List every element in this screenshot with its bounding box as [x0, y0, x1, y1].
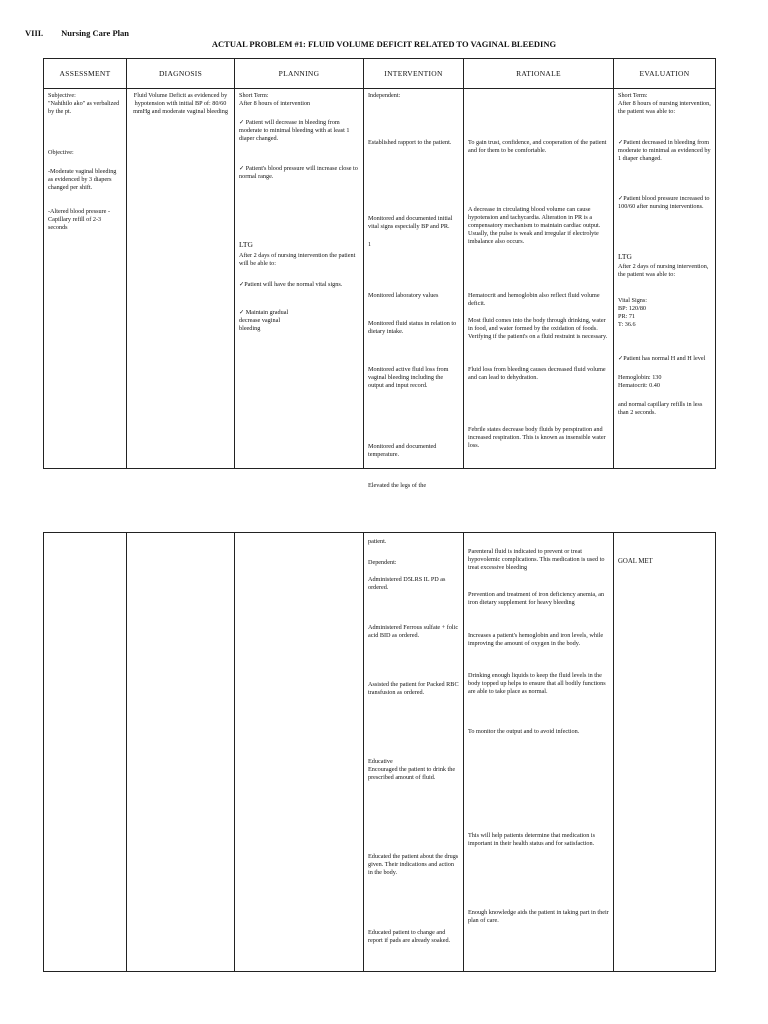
rationale-cell	[464, 89, 614, 469]
vital-sign-pr: PR: 71	[618, 313, 636, 320]
rationale-item: Hematocrit and hemoglobin also reflect fluid volume deficit.	[468, 292, 600, 308]
rationale-item: Drinking enough liquids to keep the fluid levels in the body topped up helps to ensure that all bodily functions are able to take place as normal.	[468, 672, 606, 696]
diagnosis-cell	[127, 89, 235, 469]
col-header-diagnosis: DIAGNOSIS	[127, 59, 235, 89]
checkmark-icon: ✓	[239, 309, 245, 316]
nursing-diagnosis: Fluid Volume Deficit as evidenced by hypotension with initial BP of: 80/60 mmHg and moderate vaginal bleeding	[133, 92, 228, 116]
col-header-assessment: ASSESSMENT	[44, 59, 127, 89]
goal-met-label: GOAL MET	[618, 558, 653, 565]
assessment-cell	[44, 533, 127, 972]
planning-cell	[235, 533, 364, 972]
hemoglobin-value: Hemoglobin: 130	[618, 374, 662, 381]
evaluation-cell	[614, 533, 716, 972]
checkmark-icon: ✓	[618, 355, 624, 362]
intervention-item: Monitored active fluid loss from vaginal bleeding including the output and input record.	[368, 366, 449, 390]
vital-sign-temp: T: 36.6	[618, 321, 636, 328]
dependent-label: Dependent:	[368, 559, 397, 566]
assessment-cell	[44, 89, 127, 469]
educative-item: Encouraged the patient to drink the prescribed amount of fluid.	[368, 766, 456, 782]
intervention-item: Established rapport to the patient.	[368, 139, 452, 146]
subjective-text: "Nahihilo ako" as verbalized by the pt.	[48, 100, 120, 116]
care-plan-row	[44, 89, 716, 469]
ltg-label: LTG	[239, 240, 253, 249]
evaluation-result: ✓Patient decreased in bleeding from moderate to minimal as evidenced by 1 diaper changed.	[618, 139, 711, 163]
intervention-item: Monitored and documented temperature.	[368, 443, 437, 459]
vital-signs-label: Vital Signs:	[618, 297, 648, 304]
planning-cell	[235, 89, 364, 469]
checkmark-icon: ✓	[239, 119, 245, 126]
rationale-item: To gain trust, confidence, and cooperation of the patient and for them to be comfortable.	[468, 139, 607, 155]
column-header-row	[44, 59, 716, 89]
independent-label: Independent:	[368, 92, 401, 99]
care-plan-table-page-1	[43, 58, 716, 489]
vital-sign-bp: BP: 120/80	[618, 305, 647, 312]
evaluation-result: ✓Patient blood pressure increased to 100/60 after nursing interventions.	[618, 195, 710, 211]
intervention-item: Monitored fluid status in relation to dietary intake.	[368, 320, 457, 336]
planning-goal: ✓ Patient will decrease in bleeding from moderate to minimal bleeding with at least 1 diaper changed.	[239, 119, 350, 143]
care-plan-row	[44, 533, 716, 972]
rationale-item: This will help patients determine that medication is important in their health status and for satisfaction.	[468, 832, 595, 848]
intervention-item: 1	[368, 241, 372, 248]
intervention-item: Monitored laboratory values	[368, 292, 439, 299]
eval-ltg-label: LTG	[618, 252, 632, 261]
intervention-item: Monitored and documented initial vital signs especially BP and PR.	[368, 215, 453, 231]
short-term-time: After 8 hours of intervention	[239, 100, 311, 107]
problem-title: ACTUAL PROBLEM #1: FLUID VOLUME DEFICIT RELATED TO VAGINAL BLEEDING	[211, 39, 557, 49]
rationale-item: Fluid loss from bleeding causes decreased fluid volume and can lead to dehydration.	[468, 366, 606, 382]
care-plan-table-page-2	[43, 532, 716, 972]
planning-goal: ✓ Patient's blood pressure will increase close to normal range.	[239, 165, 358, 181]
rationale-item: Enough knowledge aids the patient in taking part in their plan of care.	[468, 909, 609, 925]
intervention-item: Administered Ferrous sulfate + folic acid BID as ordered.	[368, 624, 459, 640]
rationale-item: Febrile states decrease body fluids by perspiration and increased respiration. This is known as insensible water loss.	[468, 426, 606, 450]
rationale-item: A decrease in circulating blood volume can cause hypotension and tachycardia. Alteration in PR is a compensatory mechanism to maintain cardiac output. Usually, the pulse is weak and irregular if electrolyte imbalance also occurs.	[468, 206, 601, 246]
col-header-planning: PLANNING	[235, 59, 364, 89]
intervention-cell	[364, 533, 464, 972]
intervention-item: Assisted the patient for Packed RBC transfusion as ordered.	[368, 681, 459, 697]
educative-item: Educated patient to change and report if pads are already soaked.	[368, 929, 451, 945]
educative-label: Educative	[368, 758, 393, 765]
rationale-item: Most fluid comes into the body through drinking, water in food, and water formed by the oxidation of foods. Verifying if the patient's on a fluid restraint is necessary.	[468, 317, 608, 341]
checkmark-icon: ✓	[239, 281, 245, 288]
checkmark-icon: ✓	[618, 139, 624, 146]
rationale-item: Parenteral fluid is indicated to prevent or treat hypovolemic complications. This medication is used to treat excessive bleeding	[468, 548, 605, 572]
subjective-label: Subjective:	[48, 92, 76, 99]
evaluation-result: and normal capillary refills in less than 2 seconds.	[618, 401, 703, 417]
hematocrit-value: Hematocrit: 0.40	[618, 382, 660, 389]
intervention-item: Administered D5LRS IL PD as ordered.	[368, 576, 446, 592]
ltg-time: After 2 days of nursing intervention the patient will be able to:	[239, 252, 356, 268]
eval-short-term-time: After 8 hours of nursing intervention, the patient was able to:	[618, 100, 711, 116]
col-header-evaluation: EVALUATION	[614, 59, 716, 89]
checkmark-icon: ✓	[239, 165, 245, 172]
planning-goal: ✓Patient will have the normal vital signs.	[239, 281, 343, 288]
intervention-item: Elevated the legs of the	[368, 482, 427, 489]
col-header-rationale: RATIONALE	[464, 59, 614, 89]
rationale-item: Increases a patient's hemoglobin and iron levels, while improving the amount of oxygen in the body.	[468, 632, 604, 648]
rationale-item: To monitor the output and to avoid infection.	[468, 728, 580, 735]
diagnosis-cell	[127, 533, 235, 972]
eval-short-term-label: Short Term:	[618, 92, 648, 99]
section-title: Nursing Care Plan	[61, 28, 129, 38]
col-header-intervention: INTERVENTION	[364, 59, 464, 89]
section-heading	[25, 28, 129, 38]
planning-goal: ✓ Maintain gradual decrease vaginal bleeding	[239, 309, 289, 333]
short-term-label: Short Term:	[239, 92, 269, 99]
rationale-cell	[464, 533, 614, 972]
objective-item: -Moderate vaginal bleeding as evidenced by 3 diapers changed per shift.	[48, 168, 117, 192]
intervention-continued: patient.	[368, 538, 387, 545]
objective-item: -Altered blood pressure -Capillary refill of 2-3 seconds	[48, 208, 111, 232]
eval-ltg-time: After 2 days of nursing intervention, the patient was able to:	[618, 263, 709, 279]
intervention-cell	[364, 89, 464, 489]
evaluation-cell	[614, 89, 716, 469]
checkmark-icon: ✓	[618, 195, 624, 202]
educative-item: Educated the patient about the drugs given. Their indications and action in the body.	[368, 853, 459, 877]
rationale-item: Prevention and treatment of iron deficiency anemia, an iron dietary supplement for heavy bleeding	[468, 591, 605, 607]
section-number: VIII.	[25, 28, 44, 38]
evaluation-result: ✓Patient has normal H and H level	[618, 355, 706, 362]
objective-label: Objective:	[48, 149, 74, 156]
